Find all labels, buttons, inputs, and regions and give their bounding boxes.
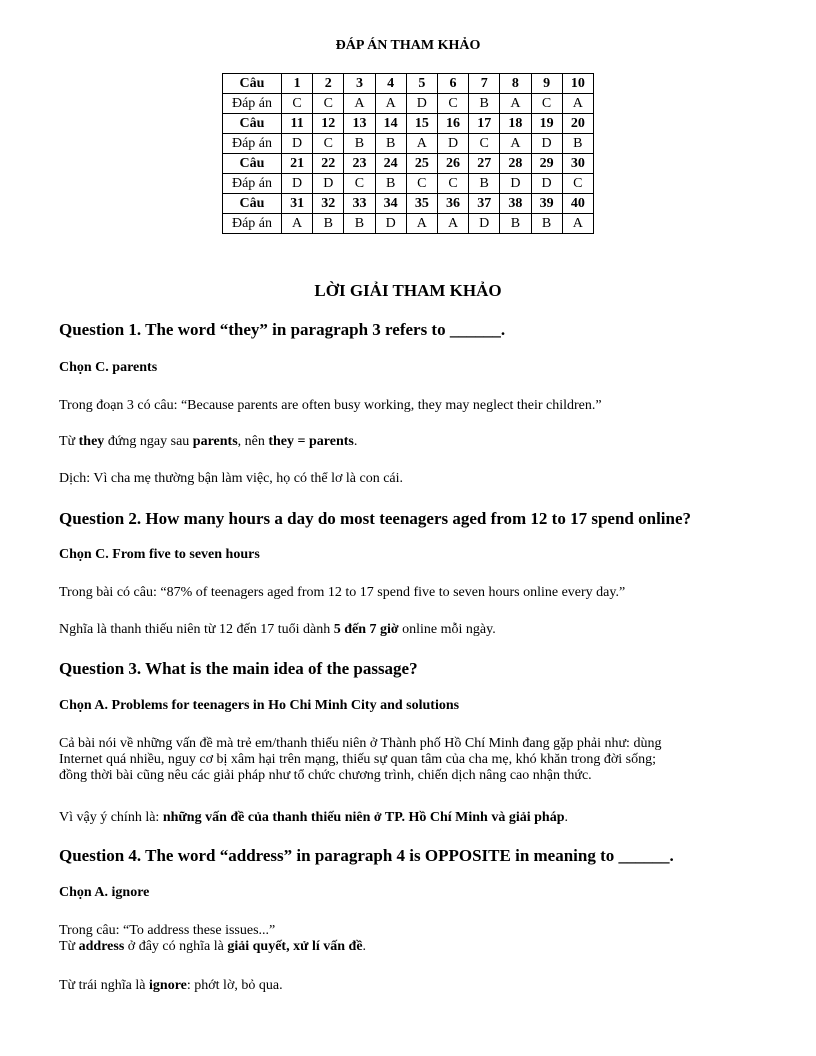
answer-cell: D	[406, 94, 437, 114]
row-label: Đáp án	[223, 94, 282, 114]
question-2-reasoning: Nghĩa là thanh thiếu niên từ 12 đến 17 tuổi dành 5 đến 7 giờ online mỗi ngày.	[59, 622, 496, 637]
question-number-cell: 26	[437, 154, 468, 174]
question-number-cell: 30	[562, 154, 593, 174]
row-label: Đáp án	[223, 214, 282, 234]
question-number-cell: 32	[313, 194, 344, 214]
question-number-cell: 19	[531, 114, 562, 134]
answer-key-table	[222, 73, 594, 234]
question-number-cell: 6	[437, 74, 468, 94]
question-4-antonym: Từ trái nghĩa là ignore: phớt lờ, bỏ qua.	[59, 978, 283, 993]
question-number-cell: 13	[344, 114, 375, 134]
row-label: Câu	[223, 154, 282, 174]
answer-cell: A	[282, 214, 313, 234]
answer-cell: B	[562, 134, 593, 154]
question-number-cell: 12	[313, 114, 344, 134]
answer-cell: C	[437, 94, 468, 114]
answer-row	[223, 214, 594, 234]
question-number-cell: 34	[375, 194, 406, 214]
question-4-meaning: Từ address ở đây có nghĩa là giải quyết, xử lí vấn đề.	[59, 939, 367, 954]
question-number-cell: 10	[562, 74, 593, 94]
answer-cell: B	[344, 134, 375, 154]
question-3-answer: Chọn A. Problems for teenagers in Ho Chi Minh City and solutions	[59, 698, 460, 713]
answer-cell: B	[344, 214, 375, 234]
question-number-cell: 1	[282, 74, 313, 94]
answer-cell: D	[313, 174, 344, 194]
question-number-cell: 22	[313, 154, 344, 174]
question-number-row	[223, 154, 594, 174]
question-number-cell: 15	[406, 114, 437, 134]
question-number-cell: 36	[437, 194, 468, 214]
answer-cell: C	[437, 174, 468, 194]
question-number-cell: 7	[469, 74, 500, 94]
question-1-heading: Question 1. The word “they” in paragraph 3 refers to ______.	[59, 320, 506, 339]
answer-cell: B	[313, 214, 344, 234]
question-number-cell: 8	[500, 74, 531, 94]
question-number-cell: 24	[375, 154, 406, 174]
question-4-heading: Question 4. The word “address” in paragraph 4 is OPPOSITE in meaning to ______.	[59, 846, 674, 865]
question-number-row	[223, 74, 594, 94]
answer-cell: C	[531, 94, 562, 114]
question-number-cell: 17	[469, 114, 500, 134]
question-4-explanation	[59, 923, 759, 955]
question-number-cell: 27	[469, 154, 500, 174]
answer-cell: D	[500, 174, 531, 194]
question-number-cell: 31	[282, 194, 313, 214]
question-number-cell: 20	[562, 114, 593, 134]
answer-cell: A	[562, 214, 593, 234]
answer-cell: C	[562, 174, 593, 194]
question-1-reasoning: Từ they đứng ngay sau parents, nên they = parents.	[59, 434, 358, 449]
question-number-cell: 5	[406, 74, 437, 94]
answer-cell: B	[469, 94, 500, 114]
question-number-cell: 23	[344, 154, 375, 174]
answer-cell: A	[500, 94, 531, 114]
question-number-cell: 21	[282, 154, 313, 174]
question-number-cell: 28	[500, 154, 531, 174]
question-number-cell: 29	[531, 154, 562, 174]
answer-cell: D	[469, 214, 500, 234]
answer-cell: B	[375, 134, 406, 154]
question-1-translation: Dịch: Vì cha mẹ thường bận làm việc, họ có thể lơ là con cái.	[59, 471, 404, 486]
question-3-explanation-line: đồng thời bài cũng nêu các giải pháp như tổ chức chương trình, chiến dịch nâng cao nhận thức.	[59, 768, 592, 783]
question-number-cell: 25	[406, 154, 437, 174]
answer-cell: A	[562, 94, 593, 114]
answer-key-title: ĐÁP ÁN THAM KHẢO	[335, 38, 481, 53]
question-number-cell: 11	[282, 114, 313, 134]
answer-cell: A	[375, 94, 406, 114]
question-4-quote: Trong câu: “To address these issues...”	[59, 923, 276, 938]
row-label: Câu	[223, 114, 282, 134]
answer-cell: A	[406, 134, 437, 154]
question-4-answer: Chọn A. ignore	[59, 885, 150, 900]
answer-cell: C	[469, 134, 500, 154]
question-number-cell: 37	[469, 194, 500, 214]
question-3-heading: Question 3. What is the main idea of the passage?	[59, 659, 418, 678]
answer-row	[223, 174, 594, 194]
answer-cell: B	[469, 174, 500, 194]
answer-cell: D	[437, 134, 468, 154]
row-label: Đáp án	[223, 174, 282, 194]
answer-cell: C	[344, 174, 375, 194]
question-number-cell: 18	[500, 114, 531, 134]
answer-cell: D	[531, 174, 562, 194]
question-number-cell: 35	[406, 194, 437, 214]
question-number-cell: 38	[500, 194, 531, 214]
question-number-cell: 39	[531, 194, 562, 214]
answer-cell: C	[313, 134, 344, 154]
solutions-title: LỜI GIẢI THAM KHẢO	[314, 281, 502, 300]
answer-cell: D	[531, 134, 562, 154]
answer-cell: C	[406, 174, 437, 194]
question-1-explanation: Trong đoạn 3 có câu: “Because parents are often busy working, they may neglect their children.”	[59, 398, 602, 413]
answer-cell: A	[500, 134, 531, 154]
question-number-row	[223, 114, 594, 134]
answer-cell: B	[531, 214, 562, 234]
question-2-explanation: Trong bài có câu: “87% of teenagers aged from 12 to 17 spend five to seven hours online every day.”	[59, 585, 626, 600]
question-2-heading: Question 2. How many hours a day do most teenagers aged from 12 to 17 spend online?	[59, 509, 692, 528]
answer-cell: D	[282, 134, 313, 154]
answer-row	[223, 94, 594, 114]
answer-cell: A	[344, 94, 375, 114]
question-number-cell: 4	[375, 74, 406, 94]
row-label: Câu	[223, 74, 282, 94]
answer-cell: B	[500, 214, 531, 234]
question-number-cell: 9	[531, 74, 562, 94]
question-3-explanation-line: Cả bài nói về những vấn đề mà trẻ em/thanh thiếu niên ở Thành phố Hồ Chí Minh đang gặp phải như: dùng	[59, 736, 662, 751]
row-label: Câu	[223, 194, 282, 214]
question-1-answer: Chọn C. parents	[59, 360, 158, 375]
answer-cell: C	[282, 94, 313, 114]
question-number-cell: 2	[313, 74, 344, 94]
answer-cell: C	[313, 94, 344, 114]
answer-cell: A	[406, 214, 437, 234]
question-number-cell: 3	[344, 74, 375, 94]
answer-row	[223, 134, 594, 154]
question-number-row	[223, 194, 594, 214]
row-label: Đáp án	[223, 134, 282, 154]
question-3-explanation	[59, 736, 759, 784]
question-3-explanation-line: Internet quá nhiều, nguy cơ bị xâm hại trên mạng, thiếu sự quan tâm của cha mẹ, khó khăn trong đời sống;	[59, 752, 657, 767]
answer-cell: D	[375, 214, 406, 234]
question-number-cell: 33	[344, 194, 375, 214]
answer-cell: A	[437, 214, 468, 234]
question-3-conclusion: Vì vậy ý chính là: những vấn đề của thanh thiếu niên ở TP. Hồ Chí Minh và giải pháp.	[59, 810, 568, 825]
answer-cell: B	[375, 174, 406, 194]
answer-cell: D	[282, 174, 313, 194]
question-2-answer: Chọn C. From five to seven hours	[59, 547, 260, 562]
question-number-cell: 40	[562, 194, 593, 214]
question-number-cell: 16	[437, 114, 468, 134]
question-number-cell: 14	[375, 114, 406, 134]
